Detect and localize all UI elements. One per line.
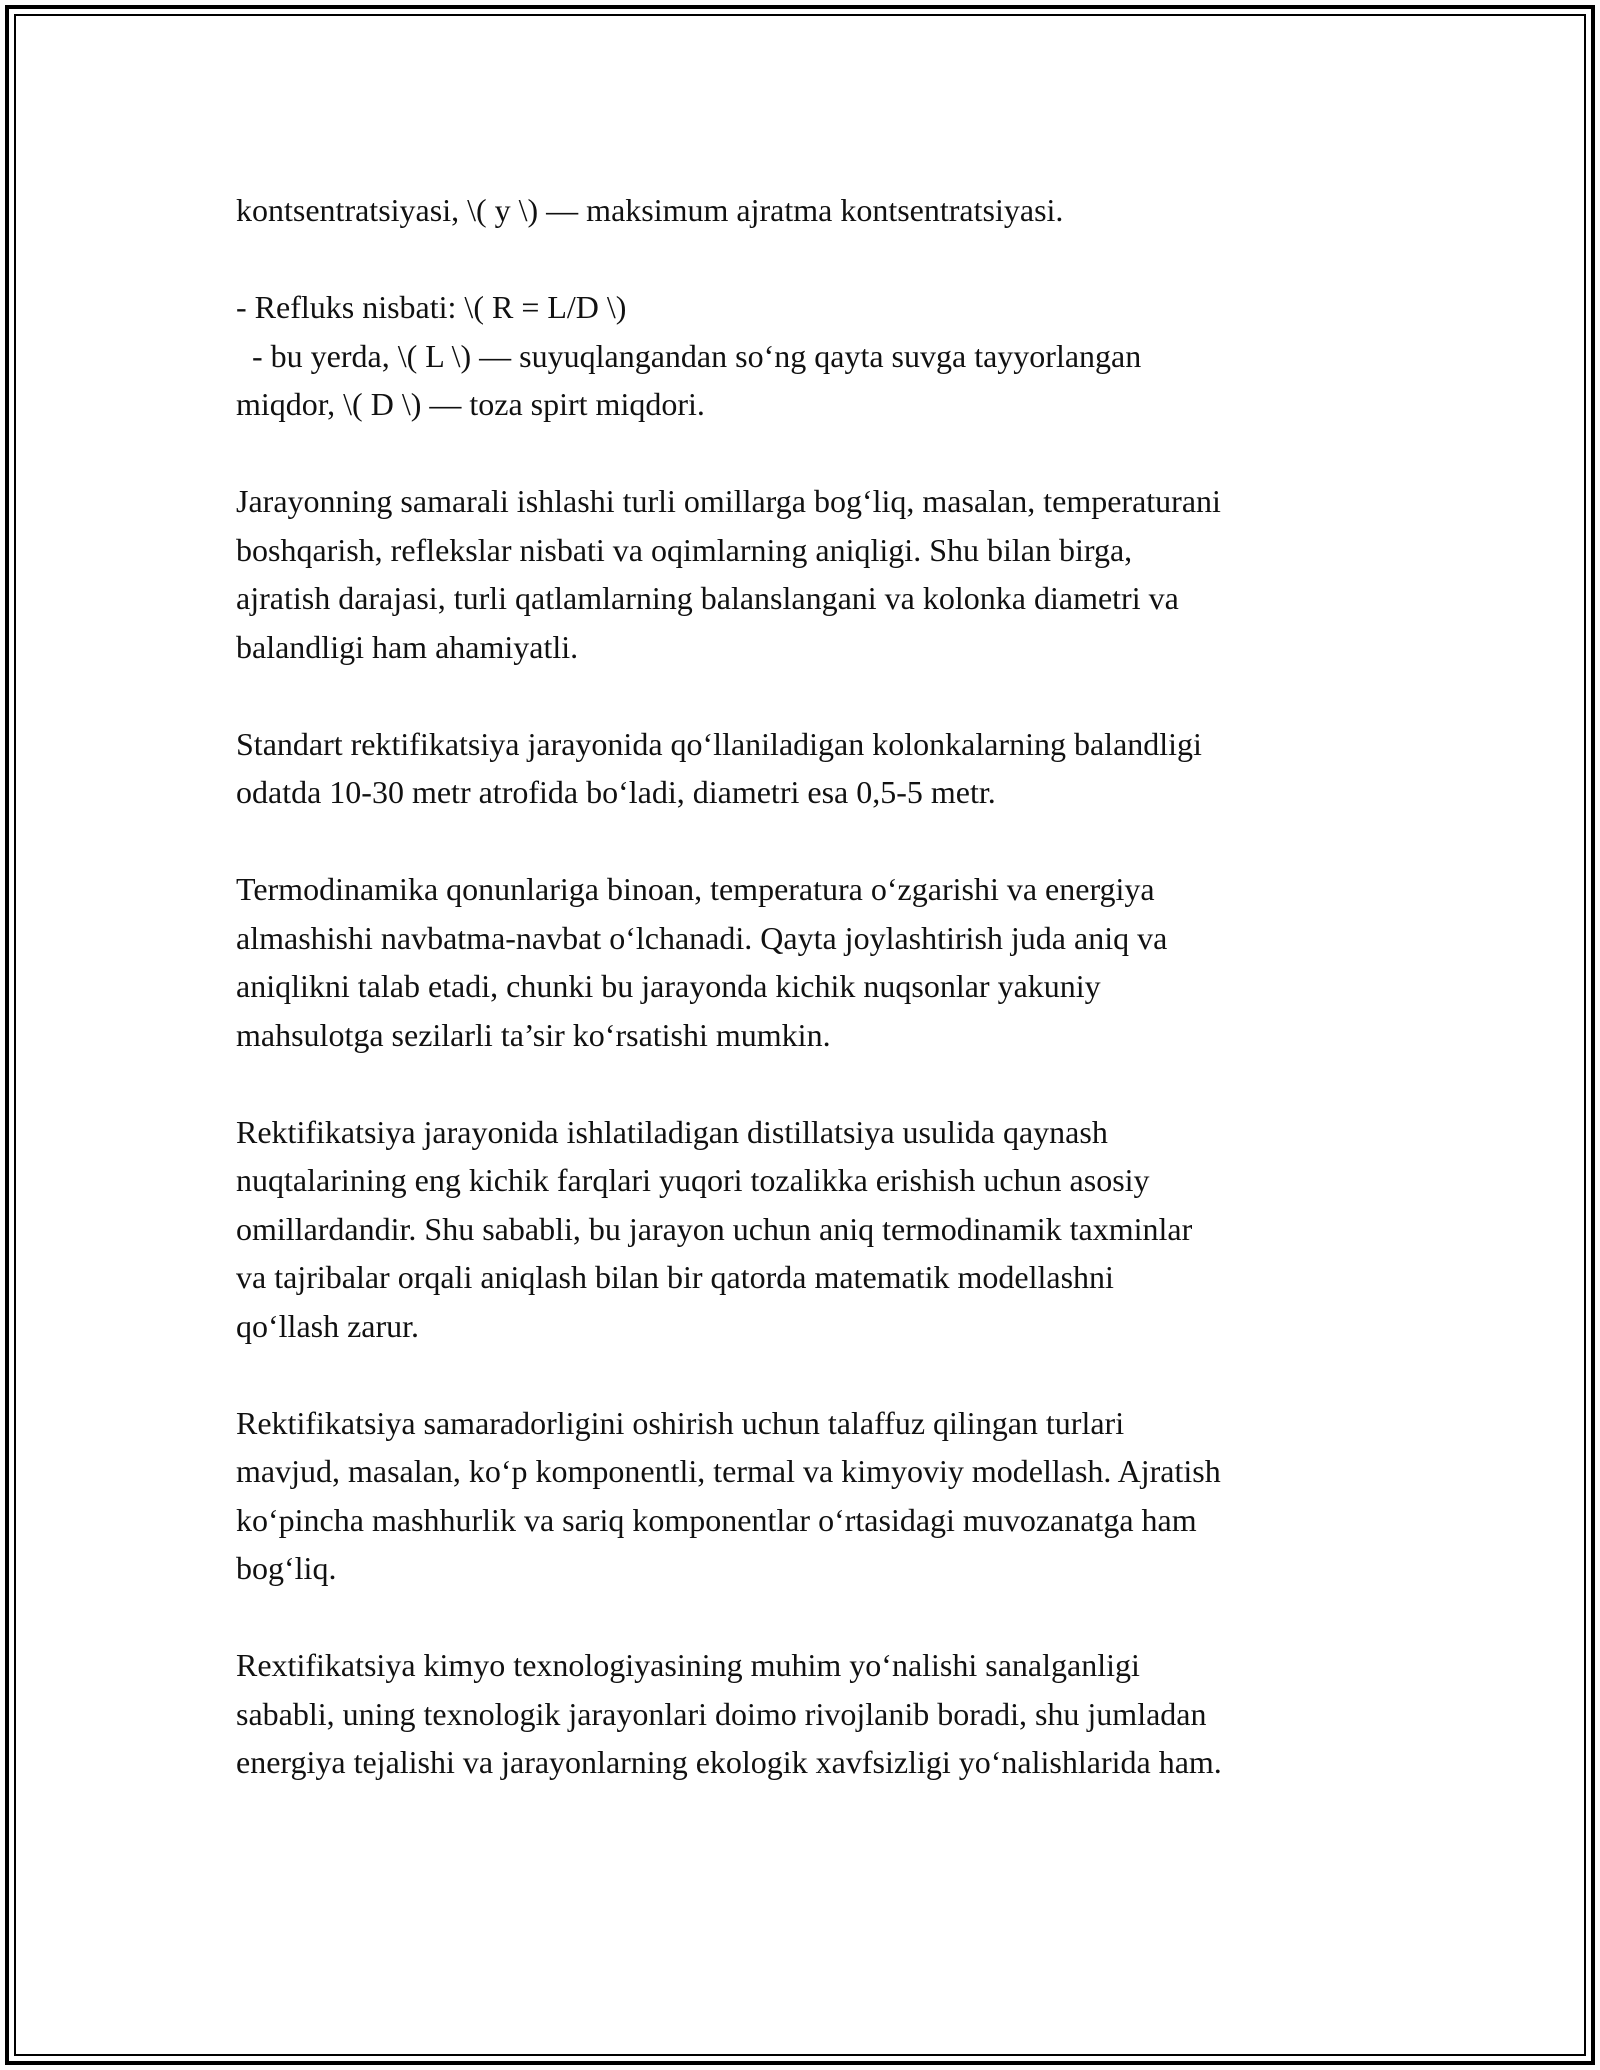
paragraph-2 xyxy=(236,283,1366,429)
text-line: Rextifikatsiya kimyo texnologiyasining muhim yo‘nalishi sanalganligi xyxy=(236,1647,1140,1683)
text-line: ajratish darajasi, turli qatlamlarning balanslangani va kolonka diametri va xyxy=(236,580,1179,616)
text-line: - bu yerda, \( L \) — suyuqlangandan so‘ng qayta suvga tayyorlangan xyxy=(236,337,1142,374)
text-line: Rektifikatsiya jarayonida ishlatiladigan distillatsiya usulida qaynash xyxy=(236,1113,1108,1150)
text-line: sababli, uning texnologik jarayonlari doimo rivojlanib boradi, shu jumladan xyxy=(236,1695,1207,1732)
document-body xyxy=(236,186,1366,1835)
text-line: bog‘liq. xyxy=(236,1550,337,1586)
text-line: omillardandir. Shu sababli, bu jarayon uchun aniq termodinamik taxminlar xyxy=(236,1210,1193,1247)
text-line: almashishi navbatma-navbat o‘lchanadi. Qayta joylashtirish juda aniq va xyxy=(236,919,1168,956)
text-line: va tajribalar orqali aniqlash bilan bir qatorda matematik modellashni xyxy=(236,1259,1114,1295)
paragraph-1 xyxy=(236,186,1366,235)
paragraph-3 xyxy=(236,477,1366,671)
text-line: mahsulotga sezilarli ta’sir ko‘rsatishi mumkin. xyxy=(236,1016,831,1053)
paragraph-6 xyxy=(236,1108,1366,1351)
paragraph-5 xyxy=(236,865,1366,1059)
text-line: odatda 10-30 metr atrofida bo‘ladi, diametri esa 0,5-5 metr. xyxy=(236,774,996,810)
text-line: energiya tejalishi va jarayonlarning ekologik xavfsizligi yo‘nalishlarida ham. xyxy=(236,1744,1222,1780)
text-line: ko‘pincha mashhurlik va sariq komponentlar o‘rtasidagi muvozanatga ham xyxy=(236,1501,1197,1538)
text-line: mavjud, masalan, ko‘p komponentli, termal va kimyoviy modellash. Ajratish xyxy=(236,1453,1221,1489)
text-line: aniqlikni talab etadi, chunki bu jarayonda kichik nuqsonlar yakuniy xyxy=(236,968,1101,1004)
text-line: Termodinamika qonunlariga binoan, temperatura o‘zgarishi va energiya xyxy=(236,871,1155,907)
text-line: miqdor, \( D \) — toza spirt miqdori. xyxy=(236,386,705,422)
text-line: Rektifikatsiya samaradorligini oshirish uchun talaffuz qilingan turlari xyxy=(236,1404,1125,1441)
text-line: qo‘llash zarur. xyxy=(236,1307,420,1344)
text-line: balandligi ham ahamiyatli. xyxy=(236,628,579,665)
text-line: nuqtalarining eng kichik farqlari yuqori tozalikka erishish uchun asosiy xyxy=(236,1162,1150,1198)
text-line: boshqarish, reflekslar nisbati va oqimlarning aniqligi. Shu bilan birga, xyxy=(236,531,1133,568)
text-line: Jarayonning samarali ishlashi turli omillarga bog‘liq, masalan, temperaturani xyxy=(236,483,1221,519)
paragraph-7 xyxy=(236,1399,1366,1593)
text-line: - Refluks nisbati: \( R = L/D \) xyxy=(236,289,627,325)
text-line: Standart rektifikatsiya jarayonida qo‘llaniladigan kolonkalarning balandligi xyxy=(236,725,1202,762)
paragraph-4 xyxy=(236,720,1366,817)
paragraph-8 xyxy=(236,1641,1366,1787)
text-line: kontsentratsiyasi, \( y \) — maksimum ajratma kontsentratsiyasi. xyxy=(236,192,1064,228)
